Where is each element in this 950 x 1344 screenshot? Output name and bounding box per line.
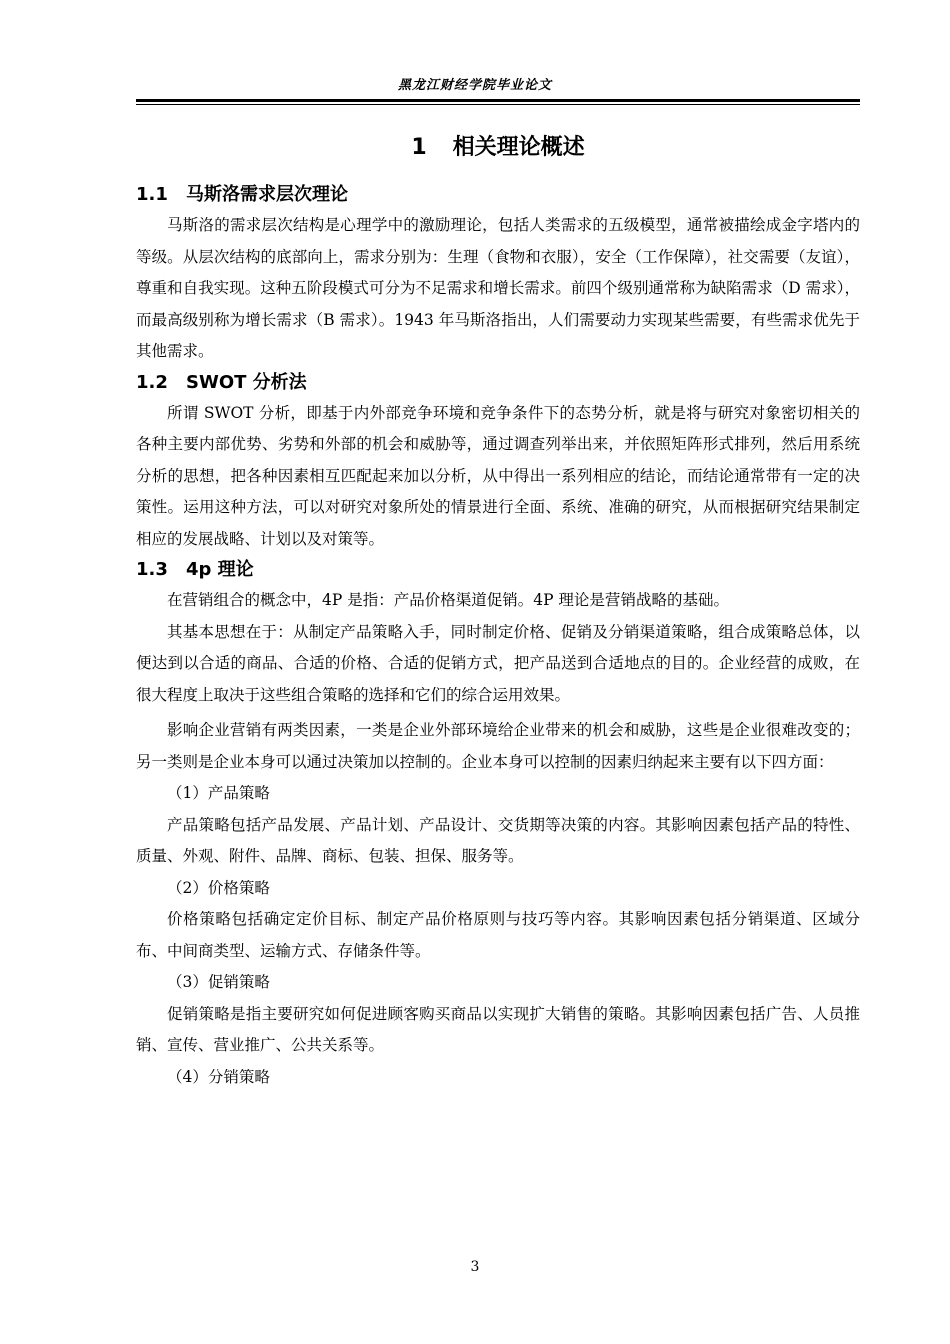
chapter-heading (136, 128, 860, 168)
section-number: 1.2 (136, 371, 168, 393)
section-heading-1-1 (136, 180, 860, 210)
section-title: 马斯洛需求层次理论 (186, 184, 348, 205)
paragraph: 其基本思想在于：从制定产品策略入手，同时制定价格、促销及分销渠道策略，组合成策略总体，以便达到以合适的商品、合适的价格、合适的促销方式，把产品送到合适地点的目的。企业经营的成败，在很大程度上取决于这些组合策略的选择和它们的综合运用效果。 (136, 622, 860, 704)
chapter-title: 相关理论概述 (452, 135, 585, 160)
list-item-heading: （2）价格策略 (167, 878, 270, 897)
section-title: SWOT 分析法 (186, 371, 307, 393)
header-rule-thin (136, 104, 860, 105)
paragraph: 马斯洛的需求层次结构是心理学中的激励理论，包括人类需求的五级模型，通常被描绘成金字塔内的等级。从层次结构的底部向上，需求分别为：生理（食物和衣服），安全（工作保障），社交需要（友谊），尊重和自我实现。这种五阶段模式可分为不足需求和增长需求。前四个级别通常称为缺陷需求（D 需求），而最高级别称为增长需求（B 需求）。1943 年马斯洛指出，人们需要动力实现某些需要，有些需求优先于其他需求。 (136, 216, 860, 360)
section-number: 1.1 (136, 184, 168, 205)
page-body (136, 128, 860, 1093)
paragraph: 在营销组合的概念中，4P 是指：产品价格渠道促销。4P 理论是营销战略的基础。 (167, 591, 729, 609)
running-header: 黑龙江财经学院毕业论文 (397, 78, 552, 93)
list-item-heading: （1）产品策略 (167, 784, 270, 802)
header-rule-thick (136, 99, 860, 102)
paragraph: 价格策略包括确定定价目标、制定产品价格原则与技巧等内容。其影响因素包括分销渠道、区域分布、中间商类型、运输方式、存储条件等。 (136, 910, 860, 960)
section-heading-1-2 (136, 368, 860, 398)
chapter-number: 1 (411, 135, 427, 160)
section-heading-1-3 (136, 555, 860, 585)
section-number: 1.3 (136, 559, 168, 580)
paragraph: 所谓 SWOT 分析，即基于内外部竞争环境和竞争条件下的态势分析，就是将与研究对象密切相关的各种主要内部优势、劣势和外部的机会和威胁等，通过调查列举出来，并依照矩阵形式排列，然后用系统分析的思想，把各种因素相互匹配起来加以分析，从中得出一系列相应的结论，而结论通常带有一定的决策性。运用这种方法，可以对研究对象所处的情景进行全面、系统、准确的研究，从而根据研究结果制定相应的发展战略、计划以及对策等。 (136, 403, 860, 548)
list-item-heading: （4）分销策略 (167, 1067, 270, 1086)
paragraph: 产品策略包括产品发展、产品计划、产品设计、交货期等决策的内容。其影响因素包括产品的特性、质量、外观、附件、品牌、商标、包装、担保、服务等。 (136, 815, 860, 865)
section-title: 4p 理论 (186, 559, 254, 580)
page-number: 3 (470, 1259, 480, 1275)
list-item-heading: （3）促销策略 (167, 973, 270, 991)
paragraph: 促销策略是指主要研究如何促进顾客购买商品以实现扩大销售的策略。其影响因素包括广告、人员推销、宣传、营业推广、公共关系等。 (136, 1004, 860, 1054)
paragraph: 影响企业营销有两类因素，一类是企业外部环境给企业带来的机会和威胁，这些是企业很难改变的；另一类则是企业本身可以通过决策加以控制的。企业本身可以控制的因素归纳起来主要有以下四方面： (136, 721, 860, 771)
